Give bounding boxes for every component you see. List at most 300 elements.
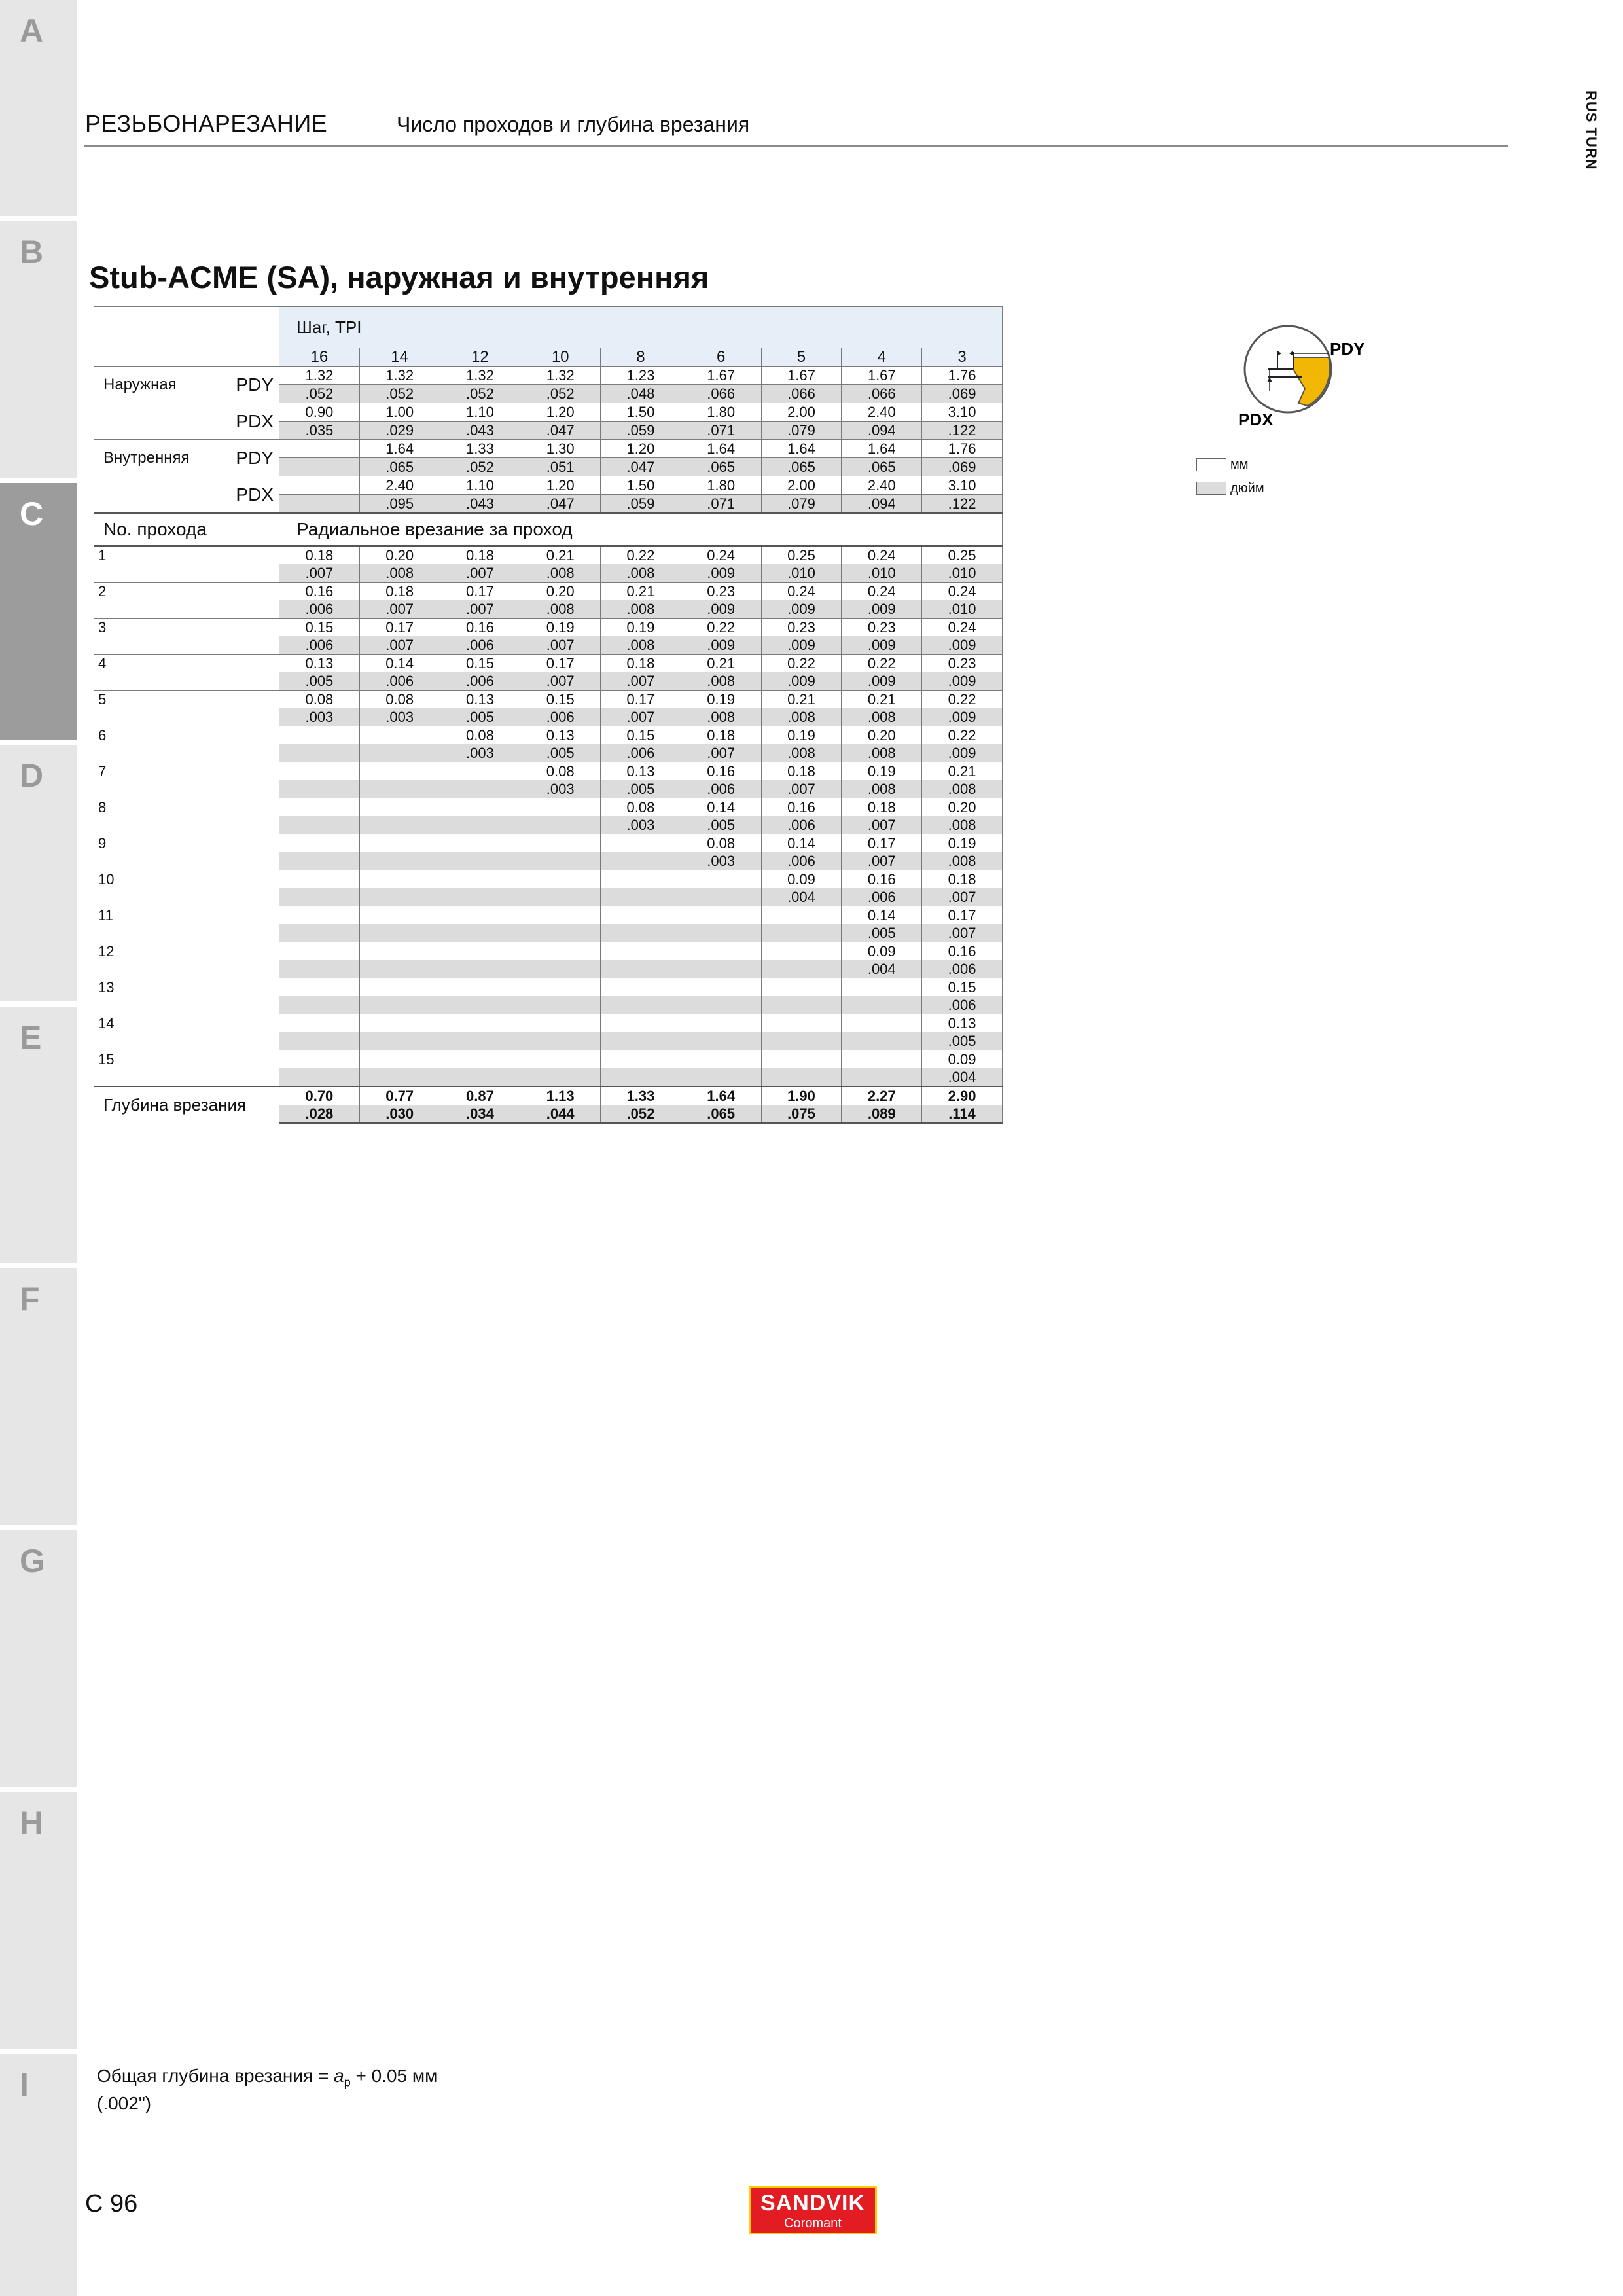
value-mm: 0.23 — [922, 655, 1003, 673]
legend-mm-swatch — [1196, 458, 1226, 471]
value-mm — [681, 906, 761, 925]
value-mm: 0.19 — [761, 726, 842, 745]
value-inch: .008 — [842, 708, 922, 726]
value-mm — [279, 906, 360, 925]
value-inch: .009 — [922, 636, 1003, 655]
value-mm — [440, 798, 520, 817]
value-inch — [440, 888, 520, 906]
value-inch — [842, 996, 922, 1014]
value-mm: 2.00 — [761, 476, 842, 495]
value-mm: 0.25 — [922, 546, 1003, 564]
value-inch: .009 — [761, 636, 842, 655]
pitch-value: 3 — [922, 348, 1003, 367]
value-inch: .048 — [601, 385, 681, 403]
value-mm: 0.13 — [279, 655, 360, 673]
value-mm — [520, 1014, 601, 1033]
value-mm: 0.21 — [601, 583, 681, 601]
value-mm: 1.50 — [601, 403, 681, 422]
value-inch — [279, 960, 360, 978]
header-divider — [84, 145, 1508, 147]
value-inch — [520, 816, 601, 834]
value-inch: .005 — [922, 1032, 1003, 1050]
value-mm: 1.50 — [601, 476, 681, 495]
value-inch — [520, 1068, 601, 1086]
value-mm — [359, 726, 440, 745]
value-inch — [520, 1032, 601, 1050]
value-mm — [681, 1014, 761, 1033]
value-inch — [359, 816, 440, 834]
value-inch: .008 — [359, 564, 440, 583]
value-inch: .008 — [520, 564, 601, 583]
value-inch: .008 — [520, 600, 601, 619]
pass-row — [94, 870, 1003, 889]
inner-pdy-row — [94, 440, 1003, 458]
pitch-value: 14 — [359, 348, 440, 367]
legend-inch — [1196, 476, 1264, 500]
value-inch — [279, 1068, 360, 1086]
value-inch: .065 — [359, 458, 440, 476]
value-inch: .008 — [842, 780, 922, 798]
pass-number: 6 — [94, 726, 279, 762]
tab-g-label: G — [20, 1543, 45, 1579]
value-mm — [279, 476, 360, 495]
value-mm — [440, 762, 520, 781]
value-mm — [440, 870, 520, 889]
value-mm — [601, 1014, 681, 1033]
side-label — [94, 403, 190, 440]
insert-diagram — [1230, 314, 1387, 439]
value-inch: .007 — [359, 600, 440, 619]
value-mm — [681, 870, 761, 889]
value-inch: .008 — [681, 708, 761, 726]
value-mm: 1.32 — [359, 367, 440, 385]
language-label: RUS TURN — [1583, 90, 1599, 170]
value-mm: 2.00 — [761, 403, 842, 422]
pass-number: 2 — [94, 583, 279, 619]
value-inch: .010 — [922, 600, 1003, 619]
value-mm: 0.14 — [681, 798, 761, 817]
value-mm: 0.14 — [359, 655, 440, 673]
note-variable: a — [334, 2066, 344, 2086]
value-inch — [520, 888, 601, 906]
side-label — [94, 476, 190, 514]
pd-label: PDX — [190, 476, 279, 514]
value-mm: 0.16 — [842, 870, 922, 889]
pass-number: 10 — [94, 870, 279, 906]
value-mm: 0.24 — [922, 619, 1003, 637]
side-label: Наружная — [94, 367, 190, 403]
value-inch — [440, 924, 520, 942]
value-mm: 0.18 — [681, 726, 761, 745]
tab-a[interactable] — [0, 0, 77, 216]
tab-g[interactable] — [0, 1530, 77, 1787]
value-inch: .007 — [440, 600, 520, 619]
value-inch — [279, 780, 360, 798]
note-inch-value: (.002") — [97, 2092, 152, 2113]
value-inch: .066 — [842, 385, 922, 403]
value-inch: .006 — [922, 996, 1003, 1014]
pass-number: 1 — [94, 546, 279, 583]
value-mm: 0.09 — [842, 942, 922, 961]
value-inch: .009 — [922, 744, 1003, 762]
value-mm — [520, 942, 601, 961]
tab-b-label: B — [20, 234, 44, 270]
value-mm: 3.10 — [922, 403, 1003, 422]
threading-passes-table — [94, 306, 1003, 1124]
depth-mm: 0.87 — [440, 1086, 520, 1105]
pass-number: 5 — [94, 691, 279, 726]
value-mm: 0.17 — [601, 691, 681, 709]
tab-d-label: D — [20, 757, 44, 794]
value-mm: 0.22 — [681, 619, 761, 637]
value-mm — [520, 798, 601, 817]
value-inch: .007 — [681, 744, 761, 762]
pass-row — [94, 726, 1003, 745]
value-inch: .052 — [440, 385, 520, 403]
pass-row — [94, 942, 1003, 961]
pass-row — [94, 583, 1003, 601]
value-mm — [520, 906, 601, 925]
value-inch: .008 — [601, 636, 681, 655]
value-mm: 2.40 — [842, 403, 922, 422]
value-mm: 0.15 — [440, 655, 520, 673]
section-tabs — [0, 0, 77, 2296]
value-mm: 0.22 — [922, 726, 1003, 745]
value-mm: 1.80 — [681, 476, 761, 495]
tab-e-label: E — [20, 1019, 42, 1056]
value-mm: 0.15 — [601, 726, 681, 745]
value-mm: 2.40 — [359, 476, 440, 495]
depth-inch: .075 — [761, 1105, 842, 1123]
value-inch — [440, 816, 520, 834]
value-mm — [359, 798, 440, 817]
value-mm: 0.18 — [279, 546, 360, 564]
value-mm: 0.24 — [842, 583, 922, 601]
sandvik-coromant-logo — [749, 2186, 877, 2234]
side-label: Внутренняя — [94, 440, 190, 476]
pitch-value: 6 — [681, 348, 761, 367]
depth-mm: 1.90 — [761, 1086, 842, 1105]
value-inch: .003 — [440, 744, 520, 762]
value-inch: .009 — [761, 600, 842, 619]
pass-number: 14 — [94, 1014, 279, 1050]
value-inch — [359, 888, 440, 906]
value-mm: 0.19 — [601, 619, 681, 637]
value-mm: 0.17 — [842, 834, 922, 853]
value-inch — [359, 744, 440, 762]
value-mm — [359, 942, 440, 961]
value-mm: 1.64 — [681, 440, 761, 458]
value-mm — [681, 942, 761, 961]
depth-mm: 2.90 — [922, 1086, 1003, 1105]
value-mm: 0.19 — [681, 691, 761, 709]
value-inch — [279, 852, 360, 870]
value-inch — [761, 924, 842, 942]
tab-h-label: H — [20, 1804, 44, 1841]
value-inch: .029 — [359, 422, 440, 440]
value-mm: 1.64 — [842, 440, 922, 458]
value-inch: .069 — [922, 458, 1003, 476]
value-inch: .005 — [279, 672, 360, 691]
value-mm: 1.10 — [440, 403, 520, 422]
value-mm: 1.20 — [601, 440, 681, 458]
depth-inch: .065 — [681, 1105, 761, 1123]
value-inch: .006 — [842, 888, 922, 906]
pass-number: 13 — [94, 978, 279, 1014]
value-mm: 0.90 — [279, 403, 360, 422]
value-inch: .009 — [922, 672, 1003, 691]
value-inch: .006 — [922, 960, 1003, 978]
value-mm: 1.67 — [761, 367, 842, 385]
pass-row — [94, 798, 1003, 817]
value-mm: 0.20 — [359, 546, 440, 564]
value-mm: 1.32 — [279, 367, 360, 385]
value-mm: 0.24 — [922, 583, 1003, 601]
tab-f[interactable] — [0, 1268, 77, 1525]
value-inch: .008 — [842, 744, 922, 762]
value-mm — [279, 870, 360, 889]
value-mm — [279, 440, 360, 458]
value-mm: 1.67 — [842, 367, 922, 385]
value-inch — [761, 1068, 842, 1086]
value-mm — [279, 762, 360, 781]
value-inch: .005 — [440, 708, 520, 726]
page-title: Stub-ACME (SA), наружная и внутренняя — [89, 260, 709, 295]
value-inch — [601, 888, 681, 906]
value-mm: 0.21 — [842, 691, 922, 709]
outer-pdy-row — [94, 367, 1003, 385]
value-mm: 0.23 — [842, 619, 922, 637]
value-inch: .065 — [842, 458, 922, 476]
depth-inch: .044 — [520, 1105, 601, 1123]
value-mm: 0.09 — [922, 1050, 1003, 1069]
value-inch: .006 — [520, 708, 601, 726]
note-prefix: Общая глубина врезания = — [97, 2066, 334, 2086]
value-inch: .009 — [681, 600, 761, 619]
value-inch — [279, 1032, 360, 1050]
value-inch: .094 — [842, 495, 922, 514]
value-mm: 1.32 — [440, 367, 520, 385]
tab-d[interactable] — [0, 745, 77, 1001]
value-mm: 0.13 — [520, 726, 601, 745]
value-mm: 0.20 — [842, 726, 922, 745]
value-mm: 0.19 — [520, 619, 601, 637]
value-mm — [520, 978, 601, 997]
value-inch: .066 — [761, 385, 842, 403]
value-mm: 0.15 — [922, 978, 1003, 997]
legend-inch-label: дюйм — [1230, 480, 1264, 495]
value-mm — [520, 1050, 601, 1069]
value-inch: .007 — [601, 672, 681, 691]
value-inch: .005 — [601, 780, 681, 798]
value-inch: .008 — [601, 600, 681, 619]
value-inch — [601, 996, 681, 1014]
pitch-value: 16 — [279, 348, 360, 367]
value-mm: 1.80 — [681, 403, 761, 422]
value-mm: 1.76 — [922, 367, 1003, 385]
value-inch: .009 — [922, 708, 1003, 726]
value-mm — [761, 1050, 842, 1069]
value-mm — [279, 1050, 360, 1069]
value-mm: 0.17 — [440, 583, 520, 601]
value-inch: .094 — [842, 422, 922, 440]
value-mm: 0.21 — [922, 762, 1003, 781]
page-subject: Число проходов и глубина врезания — [397, 113, 750, 136]
pitch-value: 8 — [601, 348, 681, 367]
pass-row — [94, 906, 1003, 925]
value-mm: 0.22 — [761, 655, 842, 673]
value-mm — [601, 978, 681, 997]
value-mm — [601, 906, 681, 925]
value-mm: 0.08 — [520, 762, 601, 781]
diagram-pdx-label: PDX — [1238, 410, 1274, 429]
depth-mm: 0.70 — [279, 1086, 360, 1105]
value-mm: 0.18 — [359, 583, 440, 601]
tab-e[interactable] — [0, 1007, 77, 1263]
value-inch — [601, 852, 681, 870]
tab-c-label: C — [20, 495, 44, 532]
value-inch — [279, 495, 360, 514]
value-mm — [279, 834, 360, 853]
value-mm — [359, 1050, 440, 1069]
value-mm — [279, 978, 360, 997]
value-mm — [279, 798, 360, 817]
value-inch: .079 — [761, 495, 842, 514]
depth-row — [94, 1086, 1003, 1105]
value-inch: .008 — [922, 852, 1003, 870]
value-mm: 1.00 — [359, 403, 440, 422]
value-inch — [520, 924, 601, 942]
value-mm — [279, 942, 360, 961]
depth-mm: 1.64 — [681, 1086, 761, 1105]
tab-h[interactable] — [0, 1792, 77, 2049]
value-mm — [681, 1050, 761, 1069]
value-inch — [601, 1032, 681, 1050]
pitch-values-row — [94, 348, 1003, 367]
pd-label: PDY — [190, 367, 279, 403]
value-inch — [279, 744, 360, 762]
value-mm: 0.22 — [601, 546, 681, 564]
value-mm: 1.20 — [520, 476, 601, 495]
value-inch: .079 — [761, 422, 842, 440]
pass-row — [94, 546, 1003, 564]
value-mm — [842, 978, 922, 997]
value-mm — [440, 1014, 520, 1033]
value-inch — [359, 1068, 440, 1086]
value-inch: .008 — [681, 672, 761, 691]
value-inch — [359, 996, 440, 1014]
value-inch: .095 — [359, 495, 440, 514]
value-inch: .006 — [761, 816, 842, 834]
value-inch — [440, 852, 520, 870]
value-mm: 0.13 — [440, 691, 520, 709]
note-subscript: p — [344, 2075, 351, 2089]
value-mm: 0.20 — [922, 798, 1003, 817]
value-inch — [279, 458, 360, 476]
value-inch — [520, 960, 601, 978]
value-inch: .007 — [922, 924, 1003, 942]
pass-number: 15 — [94, 1050, 279, 1087]
value-inch: .008 — [601, 564, 681, 583]
depth-inch: .089 — [842, 1105, 922, 1123]
value-inch: .008 — [761, 744, 842, 762]
pd-label: PDX — [190, 403, 279, 440]
value-inch — [681, 1068, 761, 1086]
depth-inch: .028 — [279, 1105, 360, 1123]
tab-f-label: F — [20, 1281, 40, 1318]
value-inch — [440, 996, 520, 1014]
value-inch: .009 — [681, 564, 761, 583]
value-mm: 0.15 — [279, 619, 360, 637]
value-inch — [761, 996, 842, 1014]
unit-legend — [1196, 453, 1264, 500]
tab-i-label: I — [20, 2066, 29, 2103]
tab-b[interactable] — [0, 221, 77, 478]
value-inch — [359, 852, 440, 870]
value-inch — [279, 924, 360, 942]
value-mm: 1.76 — [922, 440, 1003, 458]
value-mm: 0.16 — [279, 583, 360, 601]
value-mm: 0.18 — [440, 546, 520, 564]
value-inch: .005 — [520, 744, 601, 762]
value-inch — [279, 888, 360, 906]
value-mm: 0.22 — [922, 691, 1003, 709]
depth-inch: .052 — [601, 1105, 681, 1123]
value-inch — [279, 816, 360, 834]
value-mm: 0.19 — [922, 834, 1003, 853]
value-inch: .052 — [359, 385, 440, 403]
value-inch: .006 — [761, 852, 842, 870]
value-mm: 0.17 — [520, 655, 601, 673]
value-mm: 0.16 — [761, 798, 842, 817]
value-inch: .007 — [359, 636, 440, 655]
value-mm: 3.10 — [922, 476, 1003, 495]
value-mm: 0.21 — [761, 691, 842, 709]
value-inch: .071 — [681, 495, 761, 514]
value-inch — [279, 996, 360, 1014]
depth-mm: 2.27 — [842, 1086, 922, 1105]
value-inch: .065 — [761, 458, 842, 476]
note-suffix: + 0.05 мм — [350, 2066, 438, 2086]
pass-number: 11 — [94, 906, 279, 942]
radial-header-row — [94, 513, 1003, 546]
value-inch: .007 — [279, 564, 360, 583]
value-mm: 0.18 — [922, 870, 1003, 889]
tab-c[interactable] — [0, 483, 77, 740]
tab-i[interactable] — [0, 2054, 77, 2296]
value-inch: .007 — [922, 888, 1003, 906]
value-mm — [601, 834, 681, 853]
value-mm — [359, 978, 440, 997]
value-inch: .052 — [279, 385, 360, 403]
value-mm: 0.13 — [922, 1014, 1003, 1033]
value-mm — [440, 942, 520, 961]
value-inch — [842, 1032, 922, 1050]
value-inch — [601, 960, 681, 978]
value-mm — [761, 1014, 842, 1033]
pass-row — [94, 762, 1003, 781]
value-inch: .066 — [681, 385, 761, 403]
value-mm: 1.20 — [520, 403, 601, 422]
value-inch: .003 — [279, 708, 360, 726]
value-inch: .069 — [922, 385, 1003, 403]
depth-note — [97, 2066, 437, 2114]
value-inch — [761, 960, 842, 978]
value-mm: 0.19 — [842, 762, 922, 781]
value-mm — [359, 906, 440, 925]
value-mm — [601, 870, 681, 889]
radial-infeed-header: Радиальное врезание за проход — [279, 513, 1003, 546]
